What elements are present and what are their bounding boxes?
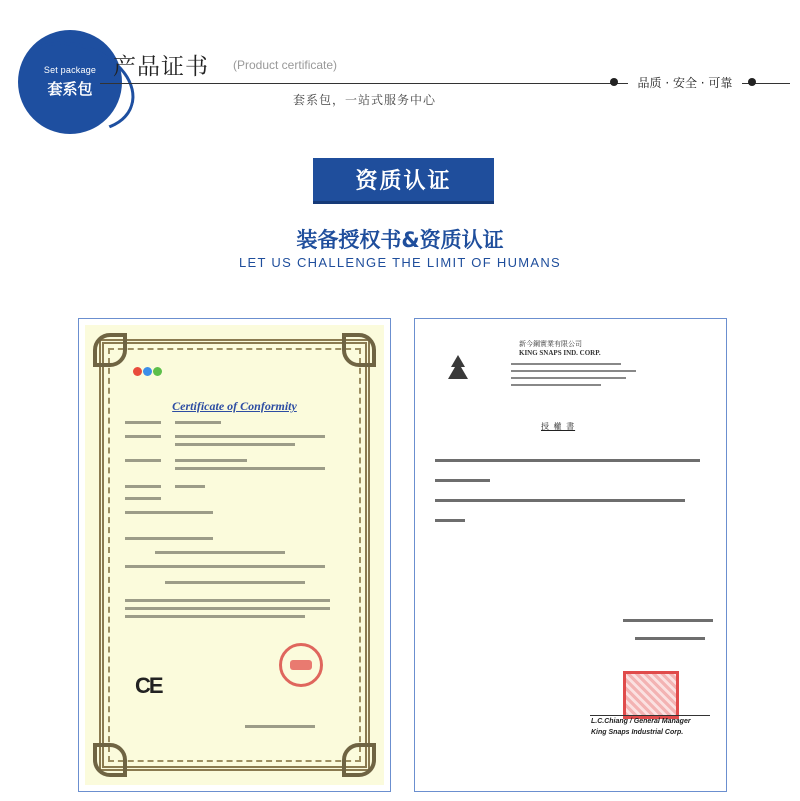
- certificate-text-line: [125, 435, 161, 438]
- address-line: [511, 363, 621, 365]
- signatory-name: L.C.Chiang / General Manager: [591, 718, 691, 725]
- ce-certificate-page: [85, 325, 384, 785]
- company-logo-icon: [441, 353, 475, 381]
- certificate-text-line: [175, 459, 247, 462]
- certificate-text-line: [175, 467, 325, 470]
- certificate-text-line: [155, 551, 285, 554]
- letter-text-line: [435, 519, 465, 522]
- issuer-logo-icon: [133, 361, 169, 379]
- letter-title: 授 權 書: [541, 422, 576, 431]
- certificate-text-line: [125, 485, 161, 488]
- certificate-text-line: [165, 581, 305, 584]
- certificate-text-line: [125, 497, 161, 500]
- certificate-text-line: [125, 565, 325, 568]
- address-line: [511, 370, 636, 372]
- letter-text-line: [435, 479, 490, 482]
- certificate-text-line: [125, 537, 213, 540]
- badge-label-en: Set package: [43, 65, 97, 75]
- company-name-en: KING SNAPS IND. CORP.: [519, 349, 601, 357]
- certificate-text-line: [125, 421, 161, 424]
- badge-label-cn: 套系包: [47, 80, 93, 98]
- divider-dot-left: [610, 78, 618, 86]
- certificate-text-line: [175, 435, 325, 438]
- certificate-text-line: [125, 511, 213, 514]
- page-title: 产品证书: [113, 54, 209, 80]
- certificate-text-line: [125, 607, 330, 610]
- section-title: 装备授权书&资质认证: [296, 228, 504, 252]
- certificate-text-line: [125, 459, 161, 462]
- certificate-text-line: [175, 421, 221, 424]
- brand-badge: [18, 30, 122, 134]
- corner-ornament-icon: [93, 743, 127, 777]
- company-name-cn: 新今鋼實業有限公司: [519, 340, 582, 348]
- signatory-company: King Snaps Industrial Corp.: [591, 729, 684, 736]
- letter-date-line: [635, 637, 705, 640]
- corner-ornament-icon: [342, 333, 376, 367]
- authorization-letter-card[interactable]: [414, 318, 727, 792]
- corner-ornament-icon: [93, 333, 127, 367]
- address-line: [511, 384, 601, 386]
- letter-text-line: [435, 459, 700, 462]
- ce-mark: CE: [135, 673, 162, 698]
- corner-ornament-icon: [342, 743, 376, 777]
- certificate-text-line: [245, 725, 315, 728]
- ce-certificate-card[interactable]: [78, 318, 391, 792]
- certificate-seal-icon: [279, 643, 323, 687]
- address-line: [511, 377, 626, 379]
- section-banner: 资质认证: [313, 158, 494, 204]
- signature-company-line: [623, 619, 713, 622]
- company-seal-icon: [623, 671, 679, 719]
- divider-dot-right: [748, 78, 756, 86]
- header-slogan: 品质 · 安全 · 可靠: [628, 74, 742, 91]
- section-subtitle: LET US CHALLENGE THE LIMIT OF HUMANS: [238, 255, 562, 270]
- page-title-en: (Product certificate): [233, 58, 338, 72]
- signature-line: [590, 715, 710, 716]
- certificate-heading: Certificate of Conformity: [172, 399, 297, 413]
- certificate-text-line: [175, 485, 205, 488]
- certificate-text-line: [175, 443, 295, 446]
- certificate-text-line: [125, 615, 305, 618]
- letter-text-line: [435, 499, 685, 502]
- certificate-text-line: [125, 599, 330, 602]
- header-subtitle: 套系包，一站式服务中心: [293, 93, 437, 107]
